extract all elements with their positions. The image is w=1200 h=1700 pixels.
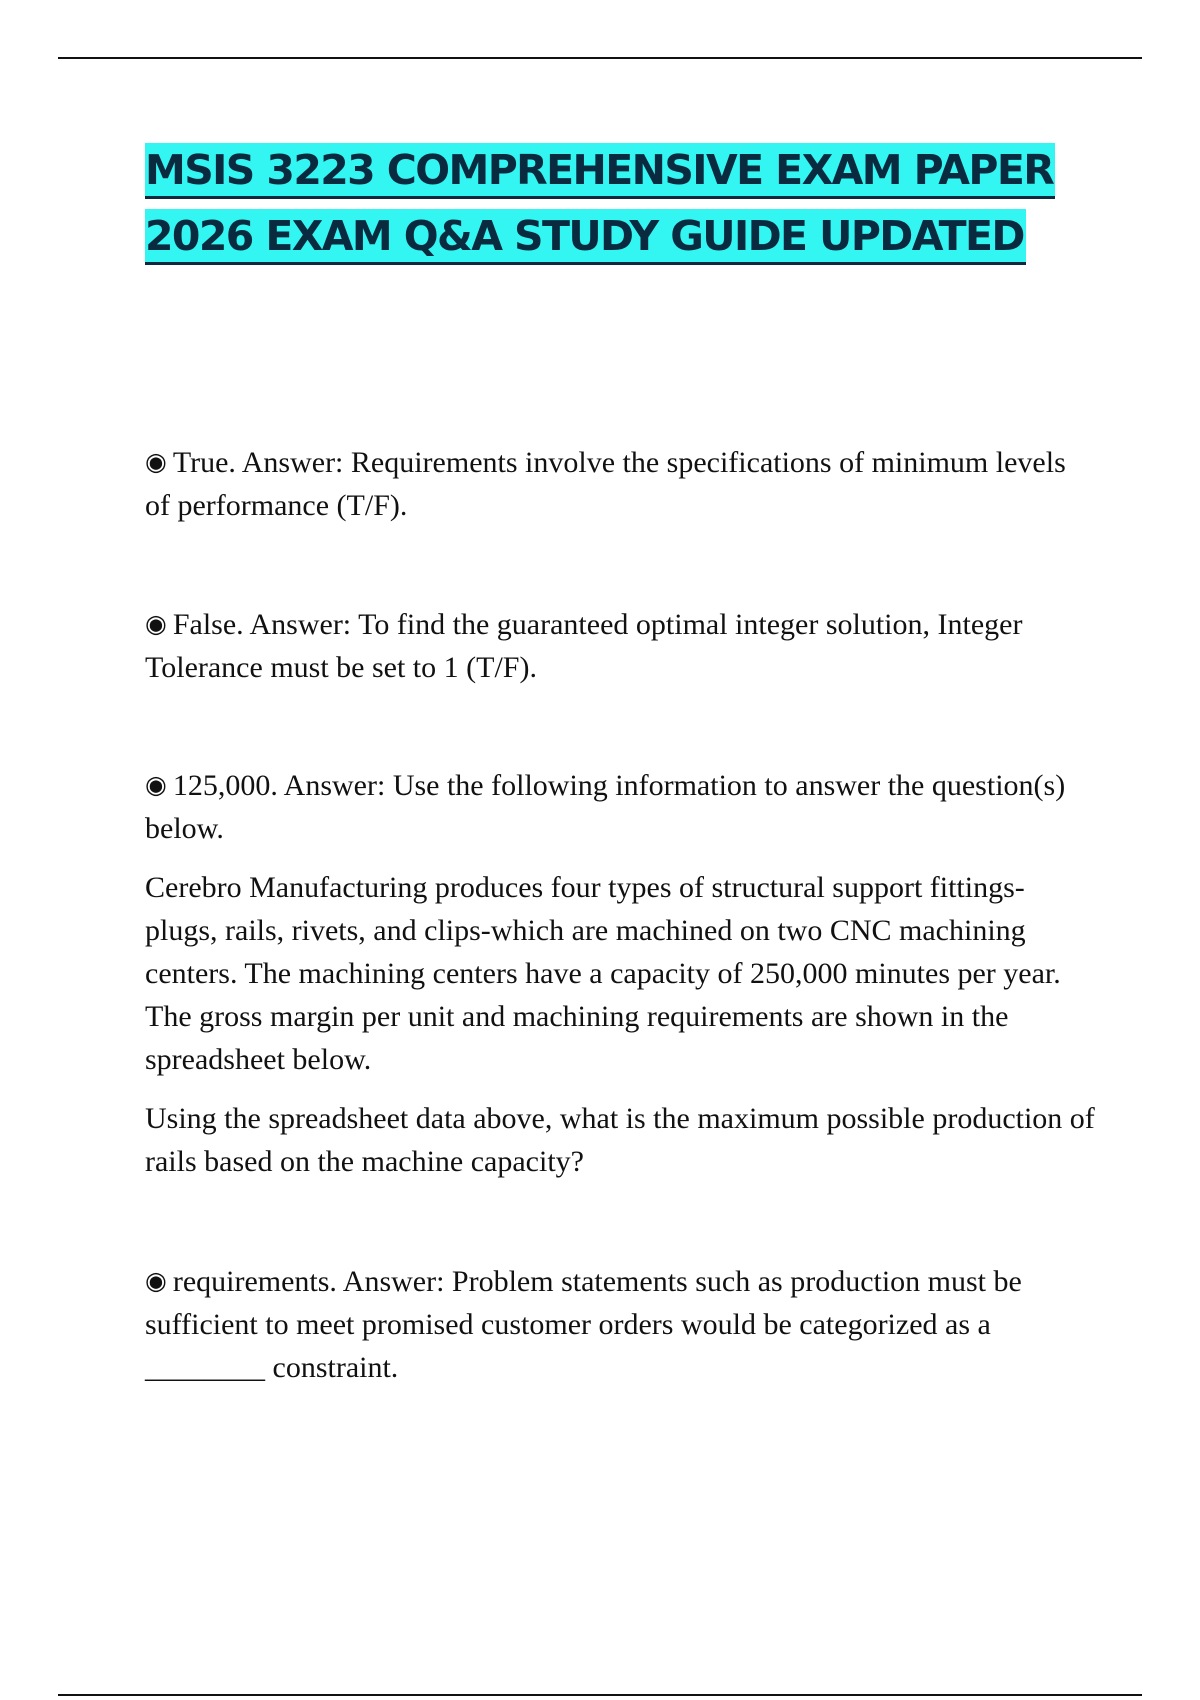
radio-bullet-icon: ◉ [145,609,167,638]
radio-bullet-icon: ◉ [145,1266,167,1295]
qa-item-2-answer: ◉ False. Answer: To find the guaranteed optimal integer solution, Integer Tolerance must be set to 1 (T/F). [145,602,1095,689]
radio-bullet-icon: ◉ [145,770,167,799]
qa-item-4-answer: ◉ requirements. Answer: Problem statements such as production must be sufficient to meet promised customer orders would be categorized as a ________ constraint. [145,1259,1095,1389]
qa-item-3-context: Cerebro Manufacturing produces four types of structural support fittings-plugs, rails, rivets, and clips-which are machined on two CNC machining centers. The machining centers have a capacity of 250,000 minutes per year. The gross margin per unit and machining requirements are shown in the spreadsheet below. [145,871,1061,1076]
title-line-1: MSIS 3223 COMPREHENSIVE EXAM PAPER [145,143,1105,199]
bottom-rule [58,1694,1142,1696]
qa-item-3-answer: ◉ 125,000. Answer: Use the following information to answer the question(s) below. [145,763,1095,850]
qa-item-1-answer: ◉ True. Answer: Requirements involve the specifications of minimum levels of performance (T/F). [145,440,1095,527]
document-title [145,143,1105,265]
qa-item-1 [145,440,1095,527]
radio-bullet-icon: ◉ [145,447,167,476]
title-line-2: 2026 EXAM Q&A STUDY GUIDE UPDATED [145,209,1105,265]
qa-item-3-question: Using the spreadsheet data above, what is the maximum possible production of rails based on the machine capacity? [145,1102,1095,1178]
qa-item-2 [145,602,1095,689]
qa-item-3 [145,763,1095,1183]
top-rule [58,57,1142,59]
qa-item-4 [145,1259,1095,1389]
